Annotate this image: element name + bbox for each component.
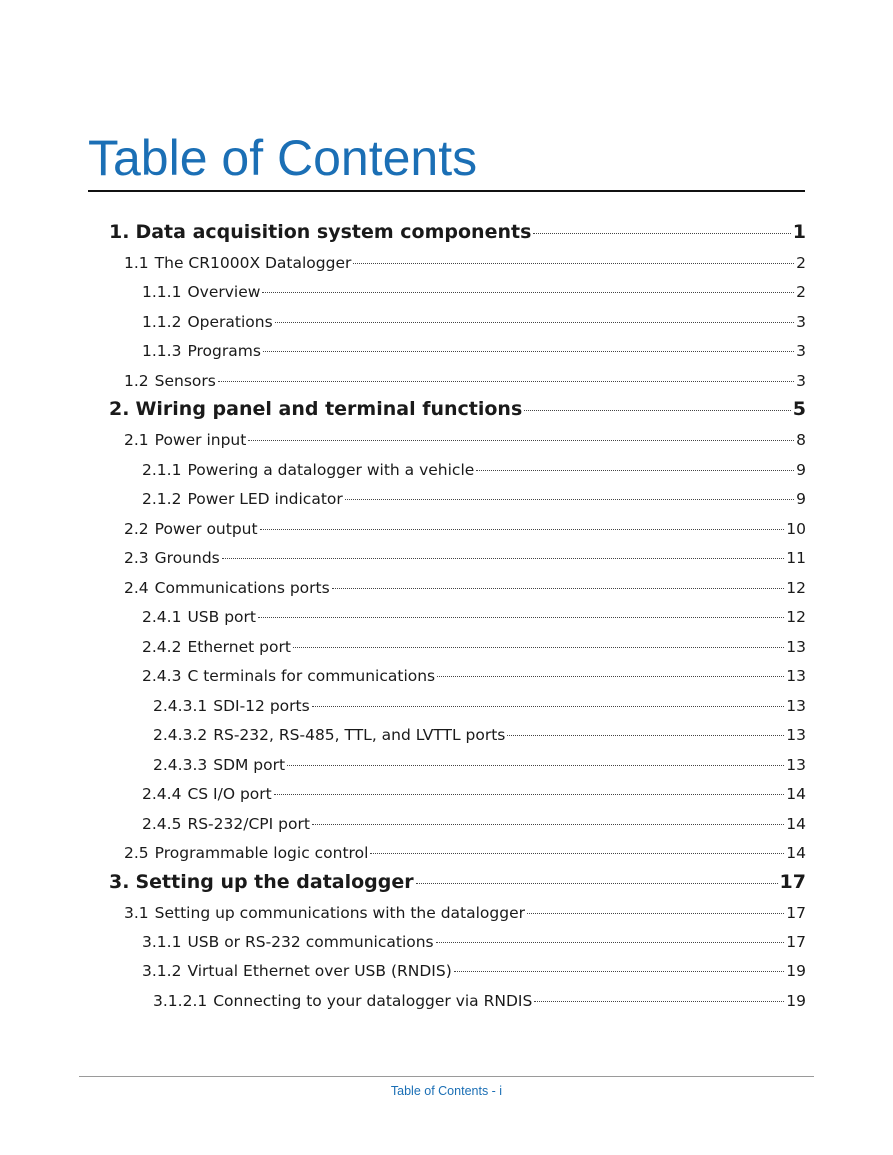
- toc-entry-title: CS I/O port: [187, 785, 272, 803]
- toc-entry-number: 2.4.3.1: [153, 697, 208, 715]
- toc-entry[interactable]: [142, 487, 806, 511]
- toc-entry[interactable]: [142, 782, 806, 806]
- toc-dot-leader: [262, 292, 794, 293]
- toc-dot-leader: [312, 706, 785, 707]
- toc-entry[interactable]: [124, 841, 806, 865]
- toc-entry-label: [153, 694, 310, 718]
- toc-entry[interactable]: [142, 458, 806, 482]
- toc-entry-title: Data acquisition system components: [135, 221, 532, 243]
- toc-entry-page: 12: [786, 579, 806, 597]
- toc-entry-number: 2.4.2: [142, 638, 182, 656]
- toc-entry[interactable]: [142, 930, 806, 954]
- toc-entry-number: 1.1: [124, 254, 149, 272]
- toc-entry-page: 3: [796, 342, 806, 360]
- toc-entry-page: 13: [786, 726, 806, 744]
- toc-entry[interactable]: [109, 870, 806, 894]
- toc-entry[interactable]: [153, 694, 806, 718]
- toc-entry-label: [142, 959, 452, 983]
- toc-entry[interactable]: [142, 812, 806, 836]
- toc-dot-leader: [454, 971, 785, 972]
- toc-entry-number: 2.1.1: [142, 461, 182, 479]
- toc-entry-page: 14: [786, 844, 806, 862]
- page-title: Table of Contents: [88, 130, 478, 186]
- toc-dot-leader: [533, 233, 790, 234]
- toc-entry-number: 2.1.2: [142, 490, 182, 508]
- toc-dot-leader: [370, 853, 784, 854]
- toc-entry-number: 1.: [109, 221, 130, 243]
- toc-entry[interactable]: [124, 517, 806, 541]
- toc-entry-page: 9: [796, 490, 806, 508]
- toc-entry-number: 1.2: [124, 372, 149, 390]
- toc-entry-label: [109, 870, 414, 894]
- toc-entry-label: [124, 576, 330, 600]
- toc-entry-page: 5: [792, 398, 806, 420]
- toc-entry-number: 2.4.3.2: [153, 726, 208, 744]
- toc-dot-leader: [287, 765, 784, 766]
- toc-dot-leader: [534, 1001, 784, 1002]
- toc-entry-title: RS-232, RS-485, TTL, and LVTTL ports: [213, 726, 506, 744]
- toc-entry-label: [124, 428, 246, 452]
- toc-dot-leader: [222, 558, 785, 559]
- toc-entry-title: Sensors: [154, 372, 216, 390]
- toc-entry-page: 17: [779, 871, 806, 893]
- toc-entry-title: Operations: [187, 313, 273, 331]
- toc-entry[interactable]: [153, 723, 806, 747]
- toc-entry-page: 13: [786, 638, 806, 656]
- toc-entry-number: 3.1.1: [142, 933, 182, 951]
- toc-entry-page: 10: [786, 520, 806, 538]
- toc-entry-label: [142, 930, 434, 954]
- toc-entry-page: 14: [786, 815, 806, 833]
- toc-dot-leader: [275, 322, 794, 323]
- toc-entry-label: [153, 723, 505, 747]
- toc-dot-leader: [332, 588, 785, 589]
- toc-entry-title: Overview: [187, 283, 261, 301]
- toc-entry-page: 3: [796, 313, 806, 331]
- toc-entry[interactable]: [124, 428, 806, 452]
- toc-entry-number: 2.4.4: [142, 785, 182, 803]
- toc-entry-title: Wiring panel and terminal functions: [135, 398, 523, 420]
- toc-dot-leader: [260, 529, 785, 530]
- toc-entry[interactable]: [124, 369, 806, 393]
- toc-entry-number: 1.1.3: [142, 342, 182, 360]
- toc-entry-title: Setting up the datalogger: [135, 871, 414, 893]
- toc-dot-leader: [263, 351, 794, 352]
- toc-entry-number: 2.5: [124, 844, 149, 862]
- toc-entry[interactable]: [142, 339, 806, 363]
- toc-entry-title: Power LED indicator: [187, 490, 343, 508]
- toc-entry-page: 19: [786, 992, 806, 1010]
- toc-entry-page: 13: [786, 756, 806, 774]
- toc-entry-title: Grounds: [154, 549, 220, 567]
- toc-entry-page: 2: [796, 283, 806, 301]
- toc-entry-label: [142, 280, 260, 304]
- toc-entry-label: [153, 989, 532, 1013]
- toc-dot-leader: [274, 794, 785, 795]
- page-footer: Table of Contents - i: [390, 1084, 503, 1098]
- toc-entry-label: [142, 310, 273, 334]
- toc-dot-leader: [437, 676, 784, 677]
- toc-entry-page: 3: [796, 372, 806, 390]
- toc-entry-number: 2.4.3: [142, 667, 182, 685]
- title-divider: [88, 190, 805, 192]
- toc-entry-title: Programs: [187, 342, 261, 360]
- toc-entry-number: 2.3: [124, 549, 149, 567]
- toc-entry-label: [124, 841, 368, 865]
- toc-entry-title: SDI-12 ports: [213, 697, 310, 715]
- toc-entry[interactable]: [153, 989, 806, 1013]
- toc-entry-number: 3.1.2: [142, 962, 182, 980]
- toc-entry-number: 2.1: [124, 431, 149, 449]
- toc-entry-number: 3.1: [124, 904, 149, 922]
- toc-entry-title: Virtual Ethernet over USB (RNDIS): [187, 962, 452, 980]
- toc-dot-leader: [248, 440, 794, 441]
- toc-entry-label: [142, 605, 256, 629]
- toc-entry-number: 2.: [109, 398, 130, 420]
- toc-entry-number: 1.1.1: [142, 283, 182, 301]
- toc-entry-label: [142, 339, 261, 363]
- toc-entry[interactable]: [124, 576, 806, 600]
- toc-entry-title: Power output: [154, 520, 258, 538]
- toc-entry-label: [124, 251, 351, 275]
- toc-entry-title: Powering a datalogger with a vehicle: [187, 461, 475, 479]
- toc-entry-title: Connecting to your datalogger via RNDIS: [213, 992, 533, 1010]
- toc-dot-leader: [312, 824, 784, 825]
- toc-entry-label: [142, 782, 272, 806]
- toc-entry-page: 12: [786, 608, 806, 626]
- toc-entry-title: Setting up communications with the datalogger: [154, 904, 526, 922]
- toc-entry-number: 3.1.2.1: [153, 992, 208, 1010]
- toc-entry-label: [124, 901, 525, 925]
- toc-entry-label: [124, 369, 216, 393]
- toc-entry-title: C terminals for communications: [187, 667, 436, 685]
- toc-entry[interactable]: [124, 901, 806, 925]
- toc-entry-title: SDM port: [213, 756, 286, 774]
- toc-entry-label: [153, 753, 285, 777]
- toc-entry-title: USB or RS-232 communications: [187, 933, 434, 951]
- toc-entry-number: 3.: [109, 871, 130, 893]
- toc-dot-leader: [293, 647, 784, 648]
- toc-entry-title: Programmable logic control: [154, 844, 369, 862]
- toc-entry[interactable]: [109, 220, 806, 244]
- toc-entry-title: Power input: [154, 431, 247, 449]
- toc-entry-number: 2.4.5: [142, 815, 182, 833]
- toc-entry-number: 2.2: [124, 520, 149, 538]
- toc-entry-title: The CR1000X Datalogger: [154, 254, 352, 272]
- toc-entry-title: RS-232/CPI port: [187, 815, 310, 833]
- toc-entry-number: 2.4: [124, 579, 149, 597]
- toc-entry-label: [124, 546, 220, 570]
- toc-entry-page: 2: [796, 254, 806, 272]
- toc-entry[interactable]: [109, 397, 806, 421]
- toc-entry-page: 19: [786, 962, 806, 980]
- toc-entry[interactable]: [142, 635, 806, 659]
- toc-entry-page: 1: [792, 221, 806, 243]
- toc-entry[interactable]: [142, 605, 806, 629]
- toc-dot-leader: [524, 410, 791, 411]
- toc-entry-page: 17: [786, 933, 806, 951]
- toc-dot-leader: [476, 470, 794, 471]
- toc-entry-title: Communications ports: [154, 579, 330, 597]
- toc-entry[interactable]: [142, 664, 806, 688]
- toc-dot-leader: [218, 381, 794, 382]
- toc-entry[interactable]: [124, 546, 806, 570]
- toc-entry-page: 17: [786, 904, 806, 922]
- toc-dot-leader: [345, 499, 794, 500]
- toc-entry-label: [142, 812, 310, 836]
- toc-entry-label: [142, 664, 435, 688]
- toc-entry-title: Ethernet port: [187, 638, 291, 656]
- toc-dot-leader: [258, 617, 784, 618]
- toc-entry-page: 8: [796, 431, 806, 449]
- toc-entry-label: [142, 635, 291, 659]
- toc-entry-page: 14: [786, 785, 806, 803]
- toc-dot-leader: [416, 883, 778, 884]
- toc-entry-page: 11: [786, 549, 806, 567]
- toc-entry[interactable]: [142, 280, 806, 304]
- toc-entry[interactable]: [142, 310, 806, 334]
- toc-entry-page: 13: [786, 667, 806, 685]
- toc-entry-title: USB port: [187, 608, 256, 626]
- toc-entry-label: [109, 220, 531, 244]
- toc-dot-leader: [527, 913, 784, 914]
- toc-entry[interactable]: [142, 959, 806, 983]
- toc-entry-number: 2.4.3.3: [153, 756, 208, 774]
- toc-entry-label: [124, 517, 258, 541]
- toc-dot-leader: [436, 942, 785, 943]
- toc-entry-label: [142, 458, 474, 482]
- toc-dot-leader: [353, 263, 794, 264]
- toc-entry[interactable]: [153, 753, 806, 777]
- footer-divider: [79, 1076, 814, 1077]
- toc-entry-label: [109, 397, 522, 421]
- toc-entry-number: 2.4.1: [142, 608, 182, 626]
- toc-entry-page: 13: [786, 697, 806, 715]
- toc-entry-number: 1.1.2: [142, 313, 182, 331]
- toc-entry-label: [142, 487, 343, 511]
- toc-dot-leader: [507, 735, 784, 736]
- toc-entry[interactable]: [124, 251, 806, 275]
- toc-entry-page: 9: [796, 461, 806, 479]
